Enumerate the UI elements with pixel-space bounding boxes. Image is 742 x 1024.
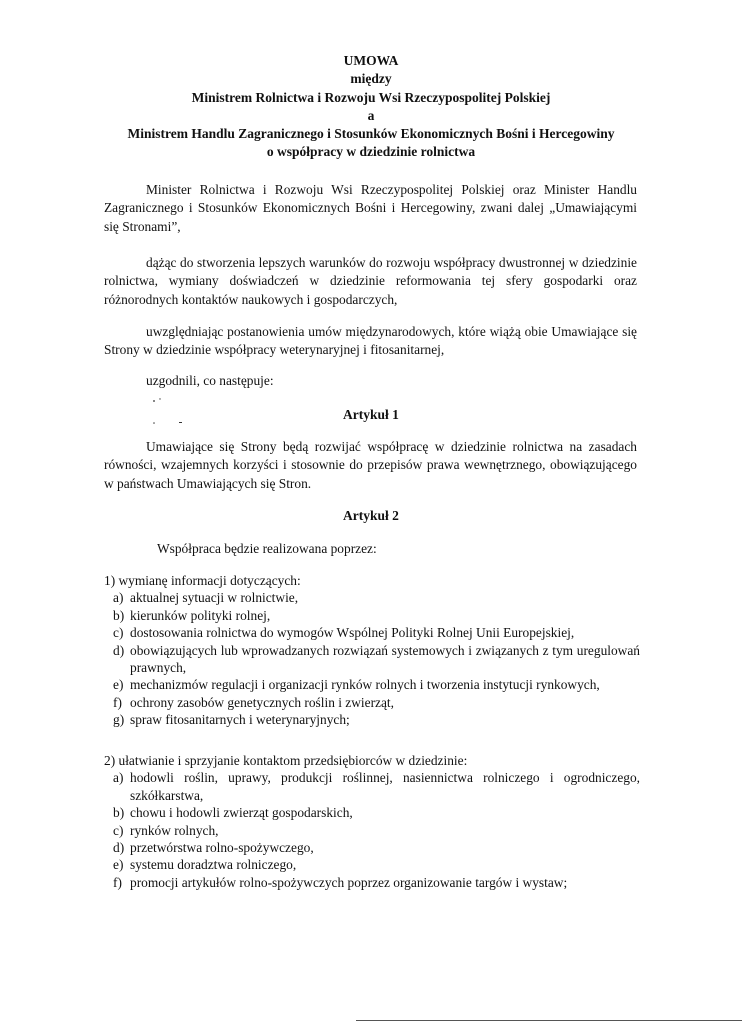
list-item: g) spraw fitosanitarnych i weterynaryjnych;: [113, 712, 350, 728]
section-1-heading: [104, 572, 640, 589]
title-line-6: o współpracy w dziedzinie rolnictwa: [266, 144, 476, 160]
list-item: e) systemu doradztwa rolniczego,: [113, 857, 297, 873]
section-1-label: 1): [104, 573, 116, 588]
article-1-heading: Artykuł 1: [343, 407, 399, 422]
preamble-paragraph-1: [104, 181, 637, 236]
scan-edge-line: [356, 1020, 742, 1021]
preamble-text-3: uwzględniając postanowienia umów międzynarodowych, które wiążą obie Umawiające się Strony w dziedzinie współpracy weterynaryjnej i fitosanitarnej,: [104, 324, 637, 358]
list-item: f) promocji artykułów rolno-spożywczych poprzez organizowanie targów i wystaw;: [113, 874, 568, 890]
title-line-2: między: [350, 71, 392, 87]
title-line-4: a: [367, 107, 375, 123]
list-item: a) hodowli roślin, uprawy, produkcji roślinnej, nasiennictwa rolniczego i ogrodniczego, szkółkarstwa,: [113, 770, 640, 803]
section-2-text: ułatwianie i sprzyjanie kontaktom przedsiębiorców w dziedzinie:: [118, 753, 468, 768]
list-item: a) aktualnej sytuacji w rolnictwie,: [113, 590, 299, 606]
list-item: b) chowu i hodowli zwierząt gospodarskich,: [113, 805, 353, 821]
list-item: e) mechanizmów regulacji i organizacji rynków rolnych i tworzenia instytucji rynkowych,: [113, 677, 600, 693]
preamble-text-2: dążąc do stworzenia lepszych warunków do rozwoju współpracy dwustronnej w dziedzinie rolnictwa, wymiany doświadczeń w dziedzinie reformowania tej sfery gospodarki oraz różnorodnych kontaktów naukowych i gospodarczych,: [104, 255, 637, 307]
list-item: b) kierunków polityki rolnej,: [113, 607, 271, 623]
section-1-list: [104, 572, 640, 729]
document-title: [0, 52, 742, 162]
preamble-paragraph-2: [104, 254, 637, 309]
list-item: c) dostosowania rolnictwa do wymogów Wspólnej Polityki Rolnej Unii Europejskiej,: [113, 625, 575, 641]
section-2-list: [104, 752, 640, 891]
preamble-text-1: Minister Rolnictwa i Rozwoju Wsi Rzeczypospolitej Polskiej oraz Minister Handlu Zagranicznego i Stosunków Ekonomicznych Bośni i Hercegowiny, zwani dalej „Umawiającymi się Stronami”,: [104, 182, 637, 234]
title-line-1: UMOWA: [343, 53, 399, 68]
list-item: d) obowiązujących lub wprowadzanych rozwiązań systemowych i związanych z tym uregulowań prawnych,: [113, 642, 640, 676]
preamble-agreed-line: uzgodnili, co następuje:: [146, 373, 274, 388]
article-1-paragraph: [104, 438, 637, 493]
section-1-text: wymianę informacji dotyczących:: [118, 573, 301, 588]
article-1-text: Umawiające się Strony będą rozwijać współpracę w dziedzinie rolnictwa na zasadach równości, wzajemnych korzyści i stosownie do przepisów prawa wewnętrznego, obowiązującego w państwach Umawiających się Stron.: [104, 439, 637, 491]
article-2-heading: Artykuł 2: [343, 508, 399, 523]
section-2-label: 2): [104, 753, 116, 768]
section-2-heading: [104, 752, 640, 769]
list-item: c) rynków rolnych,: [113, 822, 219, 838]
title-line-5: Ministrem Handlu Zagranicznego i Stosunków Ekonomicznych Bośni i Hercegowiny: [127, 126, 615, 142]
preamble-paragraph-3: [104, 323, 637, 360]
title-line-3: Ministrem Rolnictwa i Rozwoju Wsi Rzeczypospolitej Polskiej: [191, 89, 551, 105]
article-2-intro: Współpraca będzie realizowana poprzez:: [157, 541, 377, 556]
list-item: f) ochrony zasobów genetycznych roślin i zwierząt,: [113, 694, 394, 710]
list-item: d) przetwórstwa rolno-spożywczego,: [113, 840, 314, 856]
